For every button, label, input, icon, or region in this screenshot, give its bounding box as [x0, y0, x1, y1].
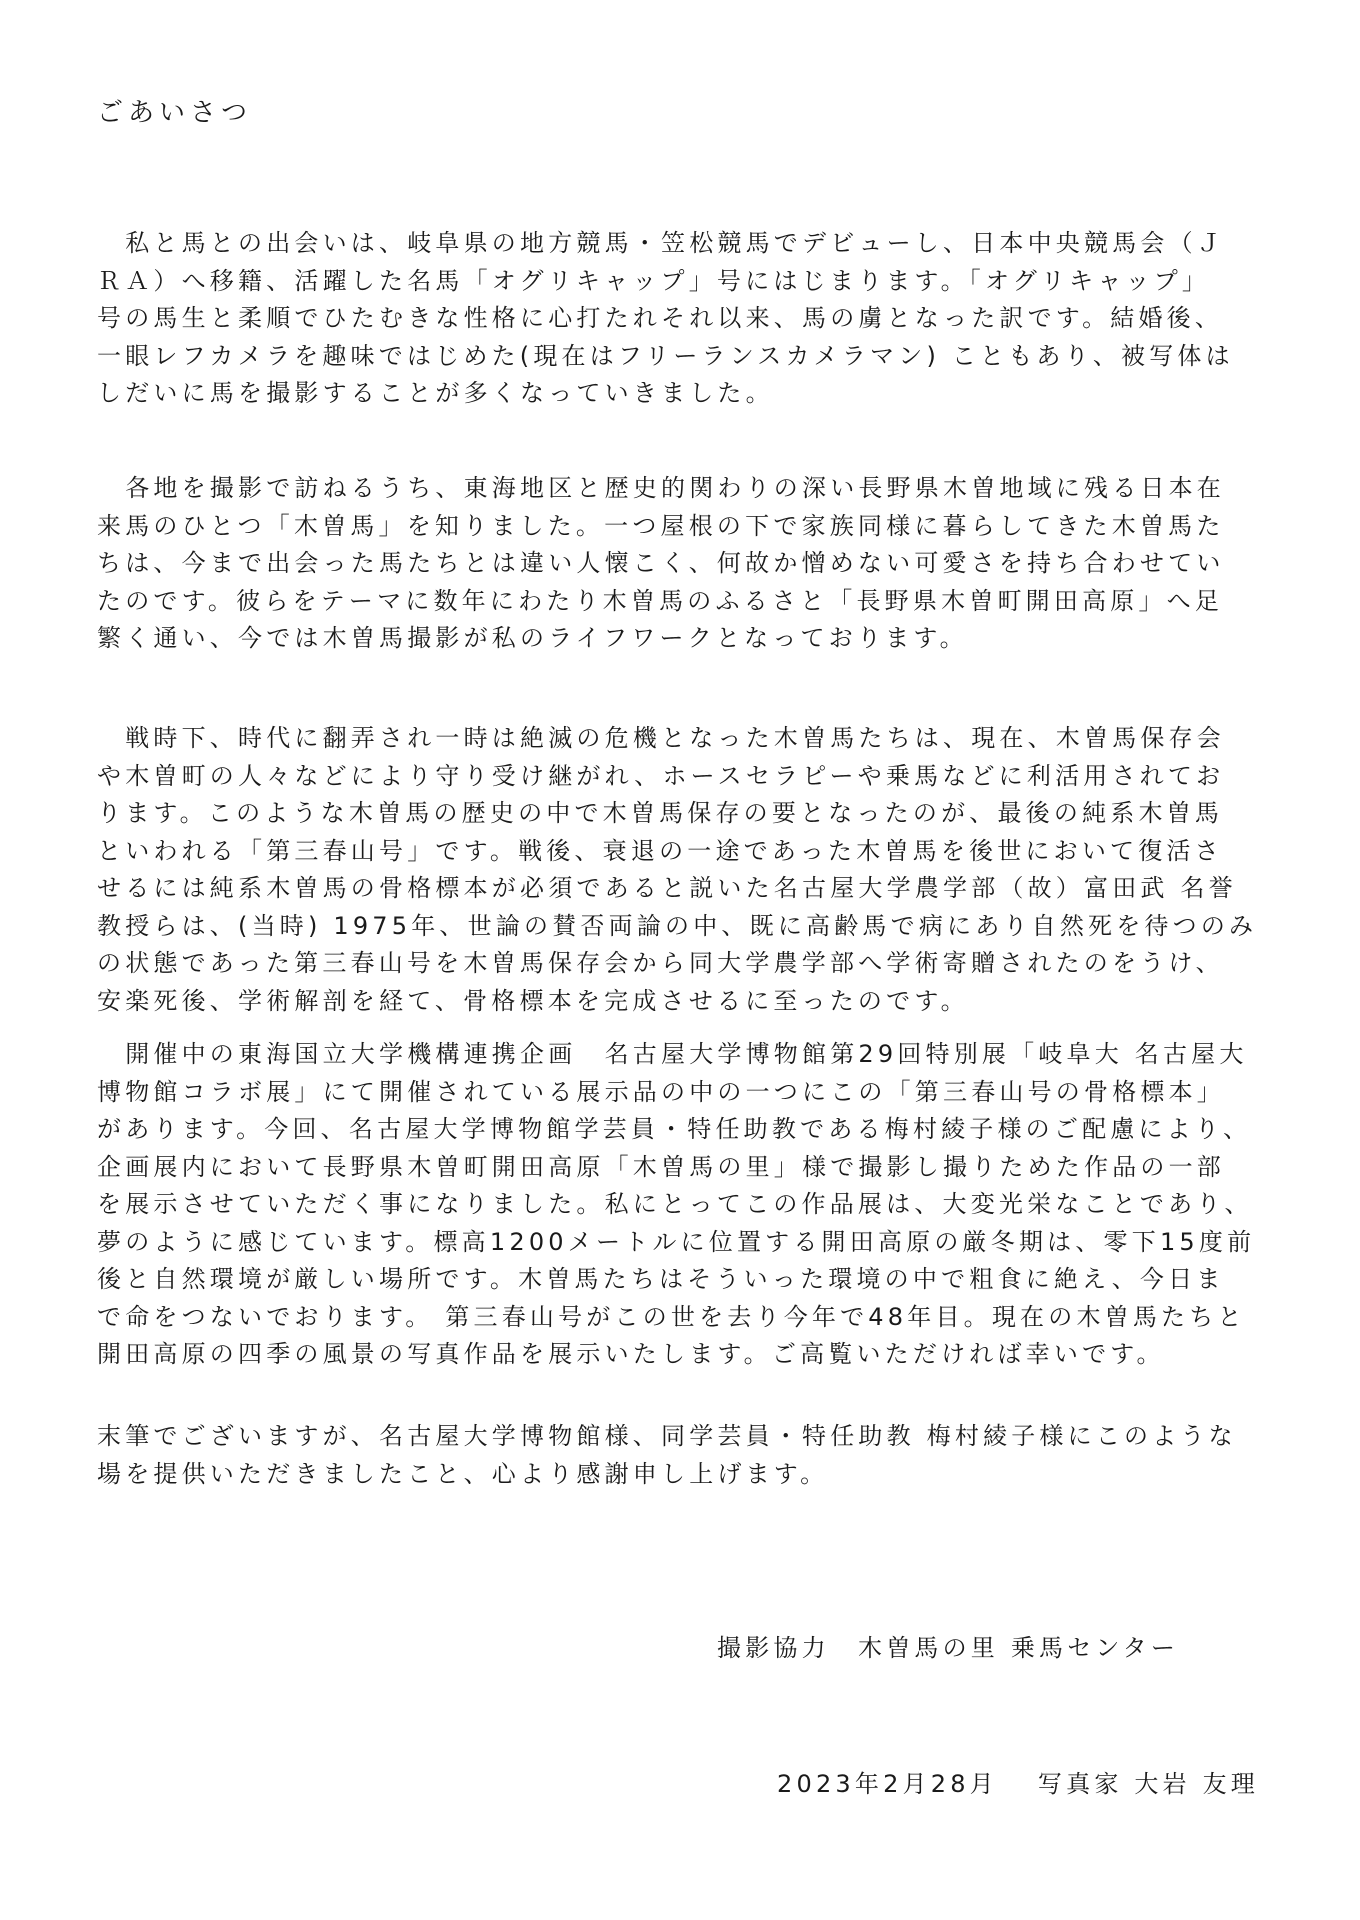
paragraph-3-line-5: せるには純系木曽馬の骨格標本が必須であると説いた名古屋大学農学部（故）富田武 名誉 [97, 874, 1237, 902]
paragraph-3-line-4: といわれる「第三春山号」です。戦後、衰退の一途であった木曽馬を後世において復活さ [97, 836, 1223, 865]
paragraph-2-line-2: 来馬のひとつ「木曽馬」を知りました。一つ屋根の下で家族同様に暮らしてきた木曽馬た [97, 511, 1225, 540]
paragraph-3 [97, 720, 1287, 1020]
paragraph-3-line-6: 教授らは、(当時) 1975年、世論の賛否両論の中、既に高齢馬で病にあり自然死を待つのみ [97, 911, 1258, 940]
paragraph-4-line-8: で命をつないでおります。 第三春山号がこの世を去り今年で48年目。現在の木曽馬たちと [97, 1302, 1246, 1331]
paragraph-1-line-2: 号の馬生と柔順でひたむきな性格に心打たれそれ以来、馬の虜となった訳です。結婚後、 [97, 304, 1224, 332]
paragraph-3-line-8: 安楽死後、学術解剖を経て、骨格標本を完成させるに至ったのです。 [97, 986, 969, 1015]
paragraph-4-line-2: 博物館コラボ展」にて開催されている展示品の中の一つにこの「第三春山号の骨格標本」 [97, 1077, 1225, 1106]
paragraph-4-line-5: を展示させていただく事になりました。私にとってこの作品展は、大変光栄なことであり、 [97, 1190, 1253, 1218]
paragraph-3-line-3: ります。このような木曽馬の歴史の中で木曽馬保存の要となったのが、最後の純系木曽馬 [97, 799, 1224, 827]
paragraph-1-line-1: 私と馬との出会いは、岐阜県の地方競馬・笠松競馬でデビューし、日本中央競馬会（Ｊ [97, 229, 1225, 257]
paragraph-2-line-1: 各地を撮影で訪ねるうち、東海地区と歴史的関わりの深い長野県木曽地域に残る日本在 [97, 474, 1225, 502]
paragraph-4-line-3: があります。今回、名古屋大学博物館学芸員・特任助教である梅村綾子様のご配慮により、 [97, 1115, 1252, 1143]
paragraph-4-line-1: 開催中の東海国立大学機構連携企画 名古屋大学博物館第29回特別展「岐阜大 名古屋大 [97, 1040, 1248, 1068]
paragraph-5-line-1: 末筆でございますが、名古屋大学博物館様、同学芸員・特任助教 梅村綾子様にこのような [97, 1422, 1237, 1450]
paragraph-4-line-7: 後と自然環境が厳しい場所です。木曽馬たちはそういった環境の中で粗食に絶え、今日ま [97, 1265, 1225, 1293]
paragraph-3-line-2: や木曽町の人々などにより守り受け継がれ、ホースセラピーや乗馬などに利活用されてお [97, 761, 1225, 790]
paragraph-5 [97, 1418, 1287, 1493]
paragraph-4-line-9: 開田高原の四季の風景の写真作品を展示いたします。ご高覧いただければ幸いです。 [97, 1340, 1165, 1368]
paragraph-4-line-6: 夢のように感じています。標高1200メートルに位置する開田高原の厳冬期は、零下15度前 [97, 1227, 1256, 1256]
paragraph-1-line-1b: ＲＡ）へ移籍、活躍した名馬「オグリキャップ」号にはじまります。「オグリキャップ」 [97, 266, 1211, 295]
paragraph-5-line-2: 場を提供いただきましたこと、心より感謝申し上げます。 [97, 1459, 829, 1488]
paragraph-2-line-3: ちは、今まで出会った馬たちとは違い人懐こく、何故か憎めない可愛さを持ち合わせてい [97, 549, 1225, 577]
paragraph-2-line-4: たのです。彼らをテーマに数年にわたり木曽馬のふるさと「長野県木曽町開田高原」へ足 [97, 586, 1224, 615]
paragraph-1-line-3: 一眼レフカメラを趣味ではじめた(現在はフリーランスカメラマン) こともあり、被写体は [97, 341, 1234, 370]
photo-credit: 撮影協力 木曽馬の里 乗馬センター [717, 1634, 1180, 1662]
greeting-heading: ごあいさつ [97, 98, 253, 128]
paragraph-4-line-4: 企画展内において長野県木曽町開田高原「木曽馬の里」様で撮影し撮りためた作品の一部 [97, 1152, 1225, 1181]
date-signature: 2023年2月28月 写真家 大岩 友理 [777, 1770, 1259, 1798]
paragraph-1-line-4: しだいに馬を撮影することが多くなっていきました。 [97, 379, 774, 407]
paragraph-2 [97, 470, 1287, 658]
paragraph-2-line-5: 繁く通い、今では木曽馬撮影が私のライフワークとなっております。 [97, 624, 968, 652]
paragraph-1 [97, 225, 1287, 413]
paragraph-4 [97, 1036, 1287, 1374]
paragraph-3-line-1: 戦時下、時代に翻弄され一時は絶滅の危機となった木曽馬たちは、現在、木曽馬保存会 [97, 724, 1225, 752]
paragraph-3-line-7: の状態であった第三春山号を木曽馬保存会から同大学農学部へ学術寄贈されたのをうけ、 [97, 949, 1224, 977]
